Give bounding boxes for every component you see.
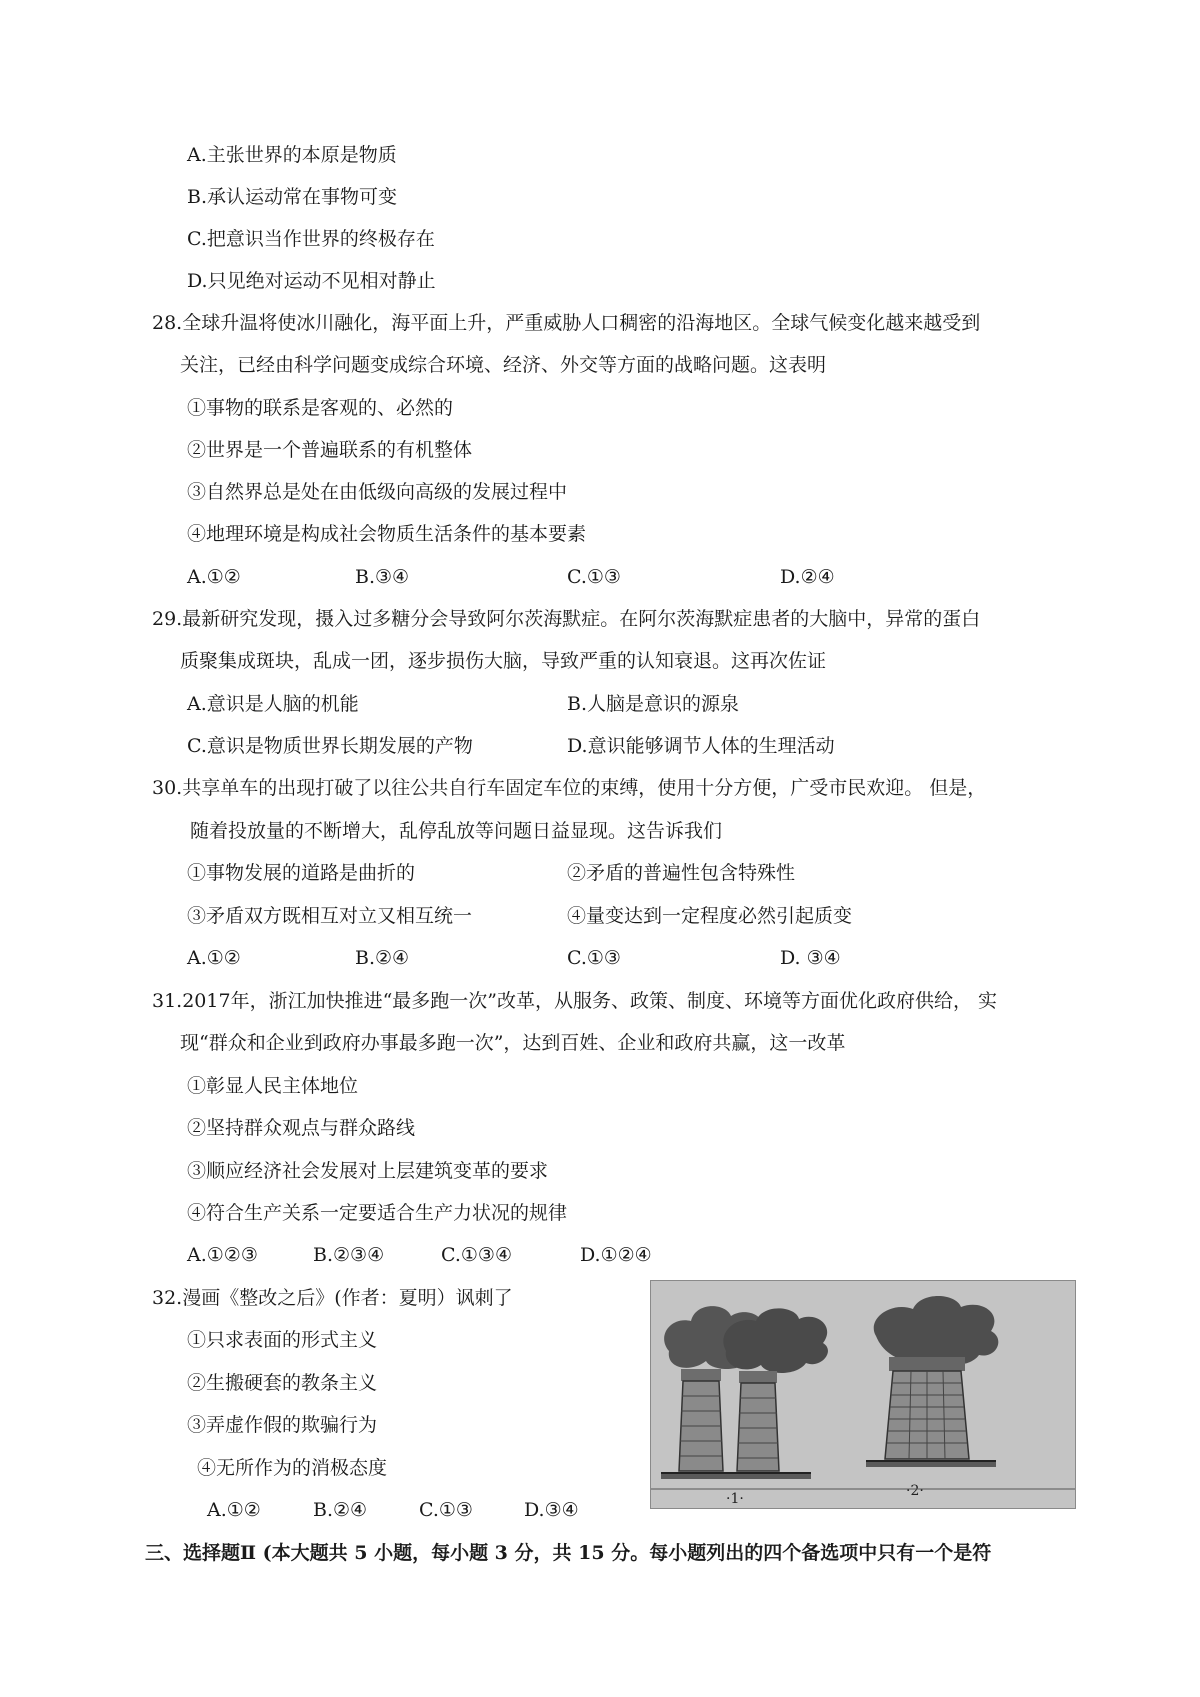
q31-item-4: ④符合生产关系一定要适合生产力状况的规律 [187, 1202, 568, 1224]
q29-option-a: A.意识是人脑的机能 [187, 693, 359, 715]
q30-choice-b: B.②④ [355, 947, 410, 969]
q30-choice-c: C.①③ [567, 947, 621, 969]
q30-item-1: ①事物发展的道路是曲折的 [187, 862, 416, 884]
q32-item-3: ③弄虚作假的欺骗行为 [187, 1414, 378, 1436]
q28-choice-b: B.③④ [355, 566, 410, 588]
q32-choice-a: A.①② [207, 1499, 261, 1521]
q28-item-2: ②世界是一个普遍联系的有机整体 [187, 439, 473, 461]
q28-stem-line1: 28.全球升温将使冰川融化，海平面上升，严重威胁人口稠密的沿海地区。全球气候变化越来越受到 [152, 312, 981, 334]
q32-item-1: ①只求表面的形式主义 [187, 1329, 378, 1351]
q31-item-2: ②坚持群众观点与群众路线 [187, 1117, 416, 1139]
q28-choice-c: C.①③ [567, 566, 621, 588]
q30-choice-a: A.①② [187, 947, 241, 969]
q30-choice-d: D. ③④ [780, 947, 841, 969]
q27-option-b: B.承认运动常在事物可变 [187, 186, 398, 208]
q31-choice-b: B.②③④ [313, 1244, 385, 1266]
q31-choice-a: A.①②③ [187, 1244, 258, 1266]
q32-item-4: ④无所作为的消极态度 [197, 1457, 388, 1479]
q28-item-4: ④地理环境是构成社会物质生活条件的基本要素 [187, 523, 587, 545]
q29-option-b: B.人脑是意识的源泉 [567, 693, 740, 715]
q28-choice-a: A.①② [187, 566, 241, 588]
q28-item-1: ①事物的联系是客观的、必然的 [187, 397, 454, 419]
q28-stem-line2: 关注，已经由科学问题变成综合环境、经济、外交等方面的战略问题。这表明 [180, 354, 827, 376]
q32-choice-b: B.②④ [313, 1499, 368, 1521]
cartoon-image [650, 1280, 1076, 1509]
q28-choice-d: D.②④ [780, 566, 835, 588]
q31-stem-line1: 31.2017年，浙江加快推进“最多跑一次”改革，从服务、政策、制度、环境等方面优化政府供给， 实 [152, 990, 998, 1012]
q30-stem-line1: 30.共享单车的出现打破了以往公共自行车固定车位的束缚，使用十分方便，广受市民欢迎。 但是， [152, 777, 987, 799]
q31-item-3: ③顺应经济社会发展对上层建筑变革的要求 [187, 1160, 549, 1182]
q32-stem: 32.漫画《整改之后》(作者：夏明）讽刺了 [152, 1287, 513, 1309]
q32-item-2: ②生搬硬套的教条主义 [187, 1372, 378, 1394]
q29-option-d: D.意识能够调节人体的生理活动 [567, 735, 835, 757]
q31-choice-c: C.①③④ [441, 1244, 512, 1266]
q31-stem-line2: 现“群众和企业到政府办事最多跑一次”，达到百姓、企业和政府共赢，这一改革 [180, 1032, 846, 1054]
q27-option-d: D.只见绝对运动不见相对静止 [187, 270, 436, 292]
section3-heading: 三、选择题Ⅱ (本大题共 5 小题，每小题 3 分，共 15 分。每小题列出的四个备选项中只有一个是符 [145, 1542, 992, 1564]
q31-item-1: ①彰显人民主体地位 [187, 1075, 359, 1097]
q32-choice-d: D.③④ [524, 1499, 579, 1521]
q27-option-c: C.把意识当作世界的终极存在 [187, 228, 435, 250]
q29-option-c: C.意识是物质世界长期发展的产物 [187, 735, 473, 757]
q31-choice-d: D.①②④ [580, 1244, 652, 1266]
panel-1-label: ·1· [726, 1491, 744, 1507]
q28-item-3: ③自然界总是处在由低级向高级的发展过程中 [187, 481, 568, 503]
q29-stem-line2: 质聚集成斑块，乱成一团，逐步损伤大脑，导致严重的认知衰退。这再次佐证 [180, 650, 827, 672]
q32-choice-c: C.①③ [419, 1499, 473, 1521]
q30-item-3: ③矛盾双方既相互对立又相互统一 [187, 905, 473, 927]
panel-2-label: ·2· [906, 1483, 924, 1499]
q30-item-4: ④量变达到一定程度必然引起质变 [567, 905, 853, 927]
q29-stem-line1: 29.最新研究发现，摄入过多糖分会导致阿尔茨海默症。在阿尔茨海默症患者的大脑中，异常的蛋白 [152, 608, 981, 630]
q27-option-a: A.主张世界的本原是物质 [187, 144, 397, 166]
q30-item-2: ②矛盾的普遍性包含特殊性 [567, 862, 796, 884]
q30-stem-line2: 随着投放量的不断增大，乱停乱放等问题日益显现。这告诉我们 [190, 820, 723, 842]
